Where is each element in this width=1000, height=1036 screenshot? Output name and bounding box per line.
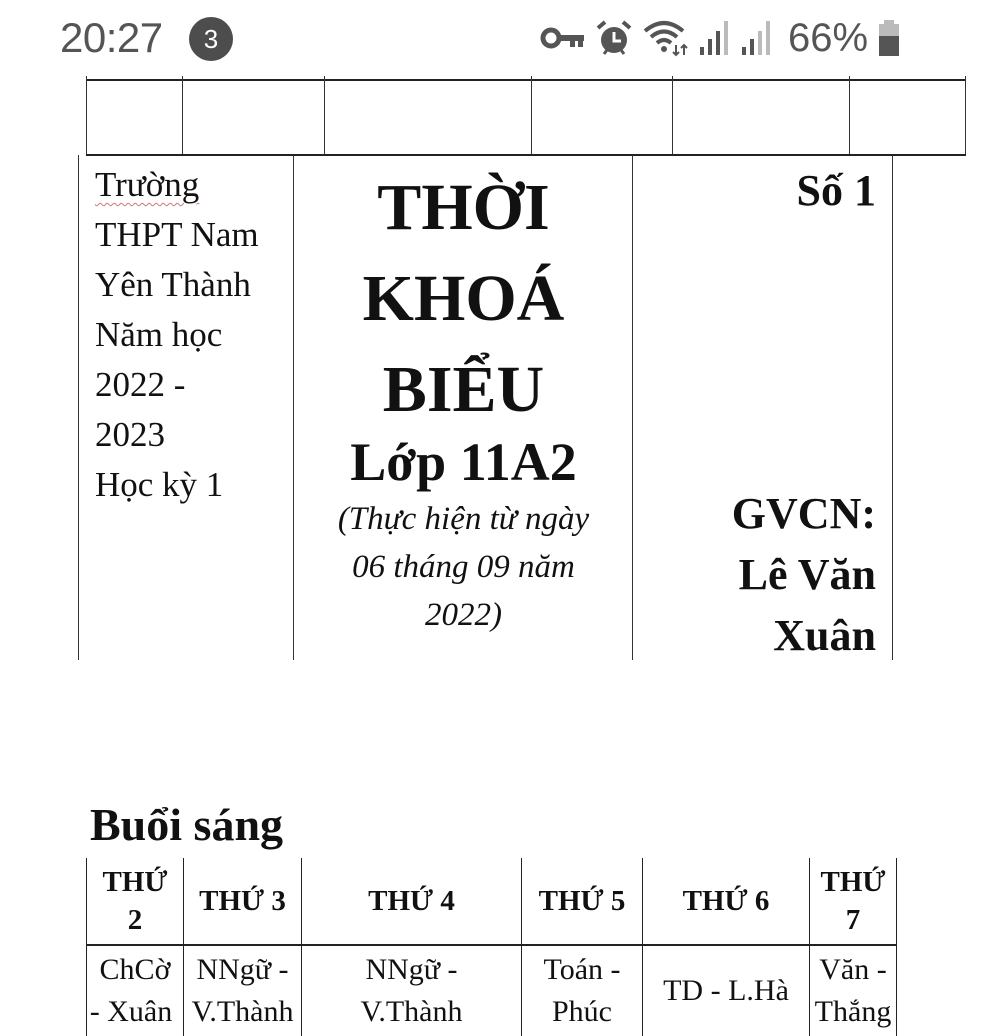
schedule-cell: NNgữ - V.Thành xyxy=(184,945,302,1036)
school-info xyxy=(95,160,295,510)
battery-percent: 66% xyxy=(788,15,869,60)
schedule-cell: NNgữ - V.Thành xyxy=(302,945,522,1036)
notification-count-badge: 3 xyxy=(189,17,233,61)
empty-table-row xyxy=(86,79,966,156)
schedule-cell: Văn - Thắng xyxy=(810,945,897,1036)
note-line: (Thực hiện từ ngày xyxy=(337,501,590,537)
grid-line xyxy=(182,76,183,154)
school-line: Yên Thành xyxy=(95,265,251,304)
grid-line xyxy=(965,76,966,154)
school-year: 2023 xyxy=(95,415,165,454)
note-line: 2022) xyxy=(425,597,502,633)
grid-line xyxy=(672,76,673,154)
class-name: Lớp 11A2 xyxy=(350,432,577,492)
header-divider xyxy=(632,155,633,660)
signal-icon xyxy=(740,19,774,57)
section-title: Buổi sáng xyxy=(90,799,284,850)
day-header-mon: THỨ 2 xyxy=(87,858,184,945)
homeroom-teacher xyxy=(640,483,876,666)
grid-line xyxy=(849,76,850,154)
document-title xyxy=(295,162,632,639)
grid-line xyxy=(324,76,325,154)
school-line: THPT Nam xyxy=(95,215,259,254)
homeroom-name: Xuân xyxy=(773,611,876,660)
schedule-table xyxy=(86,858,897,1036)
schedule-cell: Toán - Phúc xyxy=(522,945,643,1036)
schedule-cell: TD - L.Hà xyxy=(643,945,810,1036)
day-header-thu: THỨ 5 xyxy=(522,858,643,945)
day-header-fri: THỨ 6 xyxy=(643,858,810,945)
vpn-key-icon xyxy=(540,23,586,53)
table-header-row xyxy=(87,858,897,945)
status-icons xyxy=(540,15,902,61)
header-divider xyxy=(892,155,893,660)
clock: 20:27 xyxy=(60,14,163,61)
homeroom-name: Lê Văn xyxy=(738,550,876,599)
signal-icon xyxy=(698,19,732,57)
header-divider xyxy=(78,155,79,660)
day-header-sat: THỨ 7 xyxy=(810,858,897,945)
homeroom-label: GVCN: xyxy=(731,489,876,538)
grid-line xyxy=(531,76,532,154)
effective-date-note xyxy=(295,495,632,639)
title-line: KHOÁ xyxy=(362,262,565,335)
title-line: BIỂU xyxy=(382,353,545,426)
day-header-wed: THỨ 4 xyxy=(302,858,522,945)
note-line: 06 tháng 09 năm xyxy=(352,549,575,585)
schedule-cell: ChCờ - Xuân xyxy=(87,945,184,1036)
table-row xyxy=(87,945,897,1036)
school-line: Trường xyxy=(95,165,200,204)
title-line: THỜI xyxy=(377,171,550,244)
day-header-tue: THỨ 3 xyxy=(184,858,302,945)
school-year-label: Năm học xyxy=(95,315,223,354)
grid-line xyxy=(86,76,87,154)
wifi-icon xyxy=(642,19,690,57)
school-year: 2022 - xyxy=(95,365,186,404)
alarm-icon xyxy=(594,18,634,58)
schedule-number: Số 1 xyxy=(796,166,876,215)
status-bar xyxy=(0,0,1000,72)
battery-icon xyxy=(876,18,902,58)
semester: Học kỳ 1 xyxy=(95,465,224,504)
